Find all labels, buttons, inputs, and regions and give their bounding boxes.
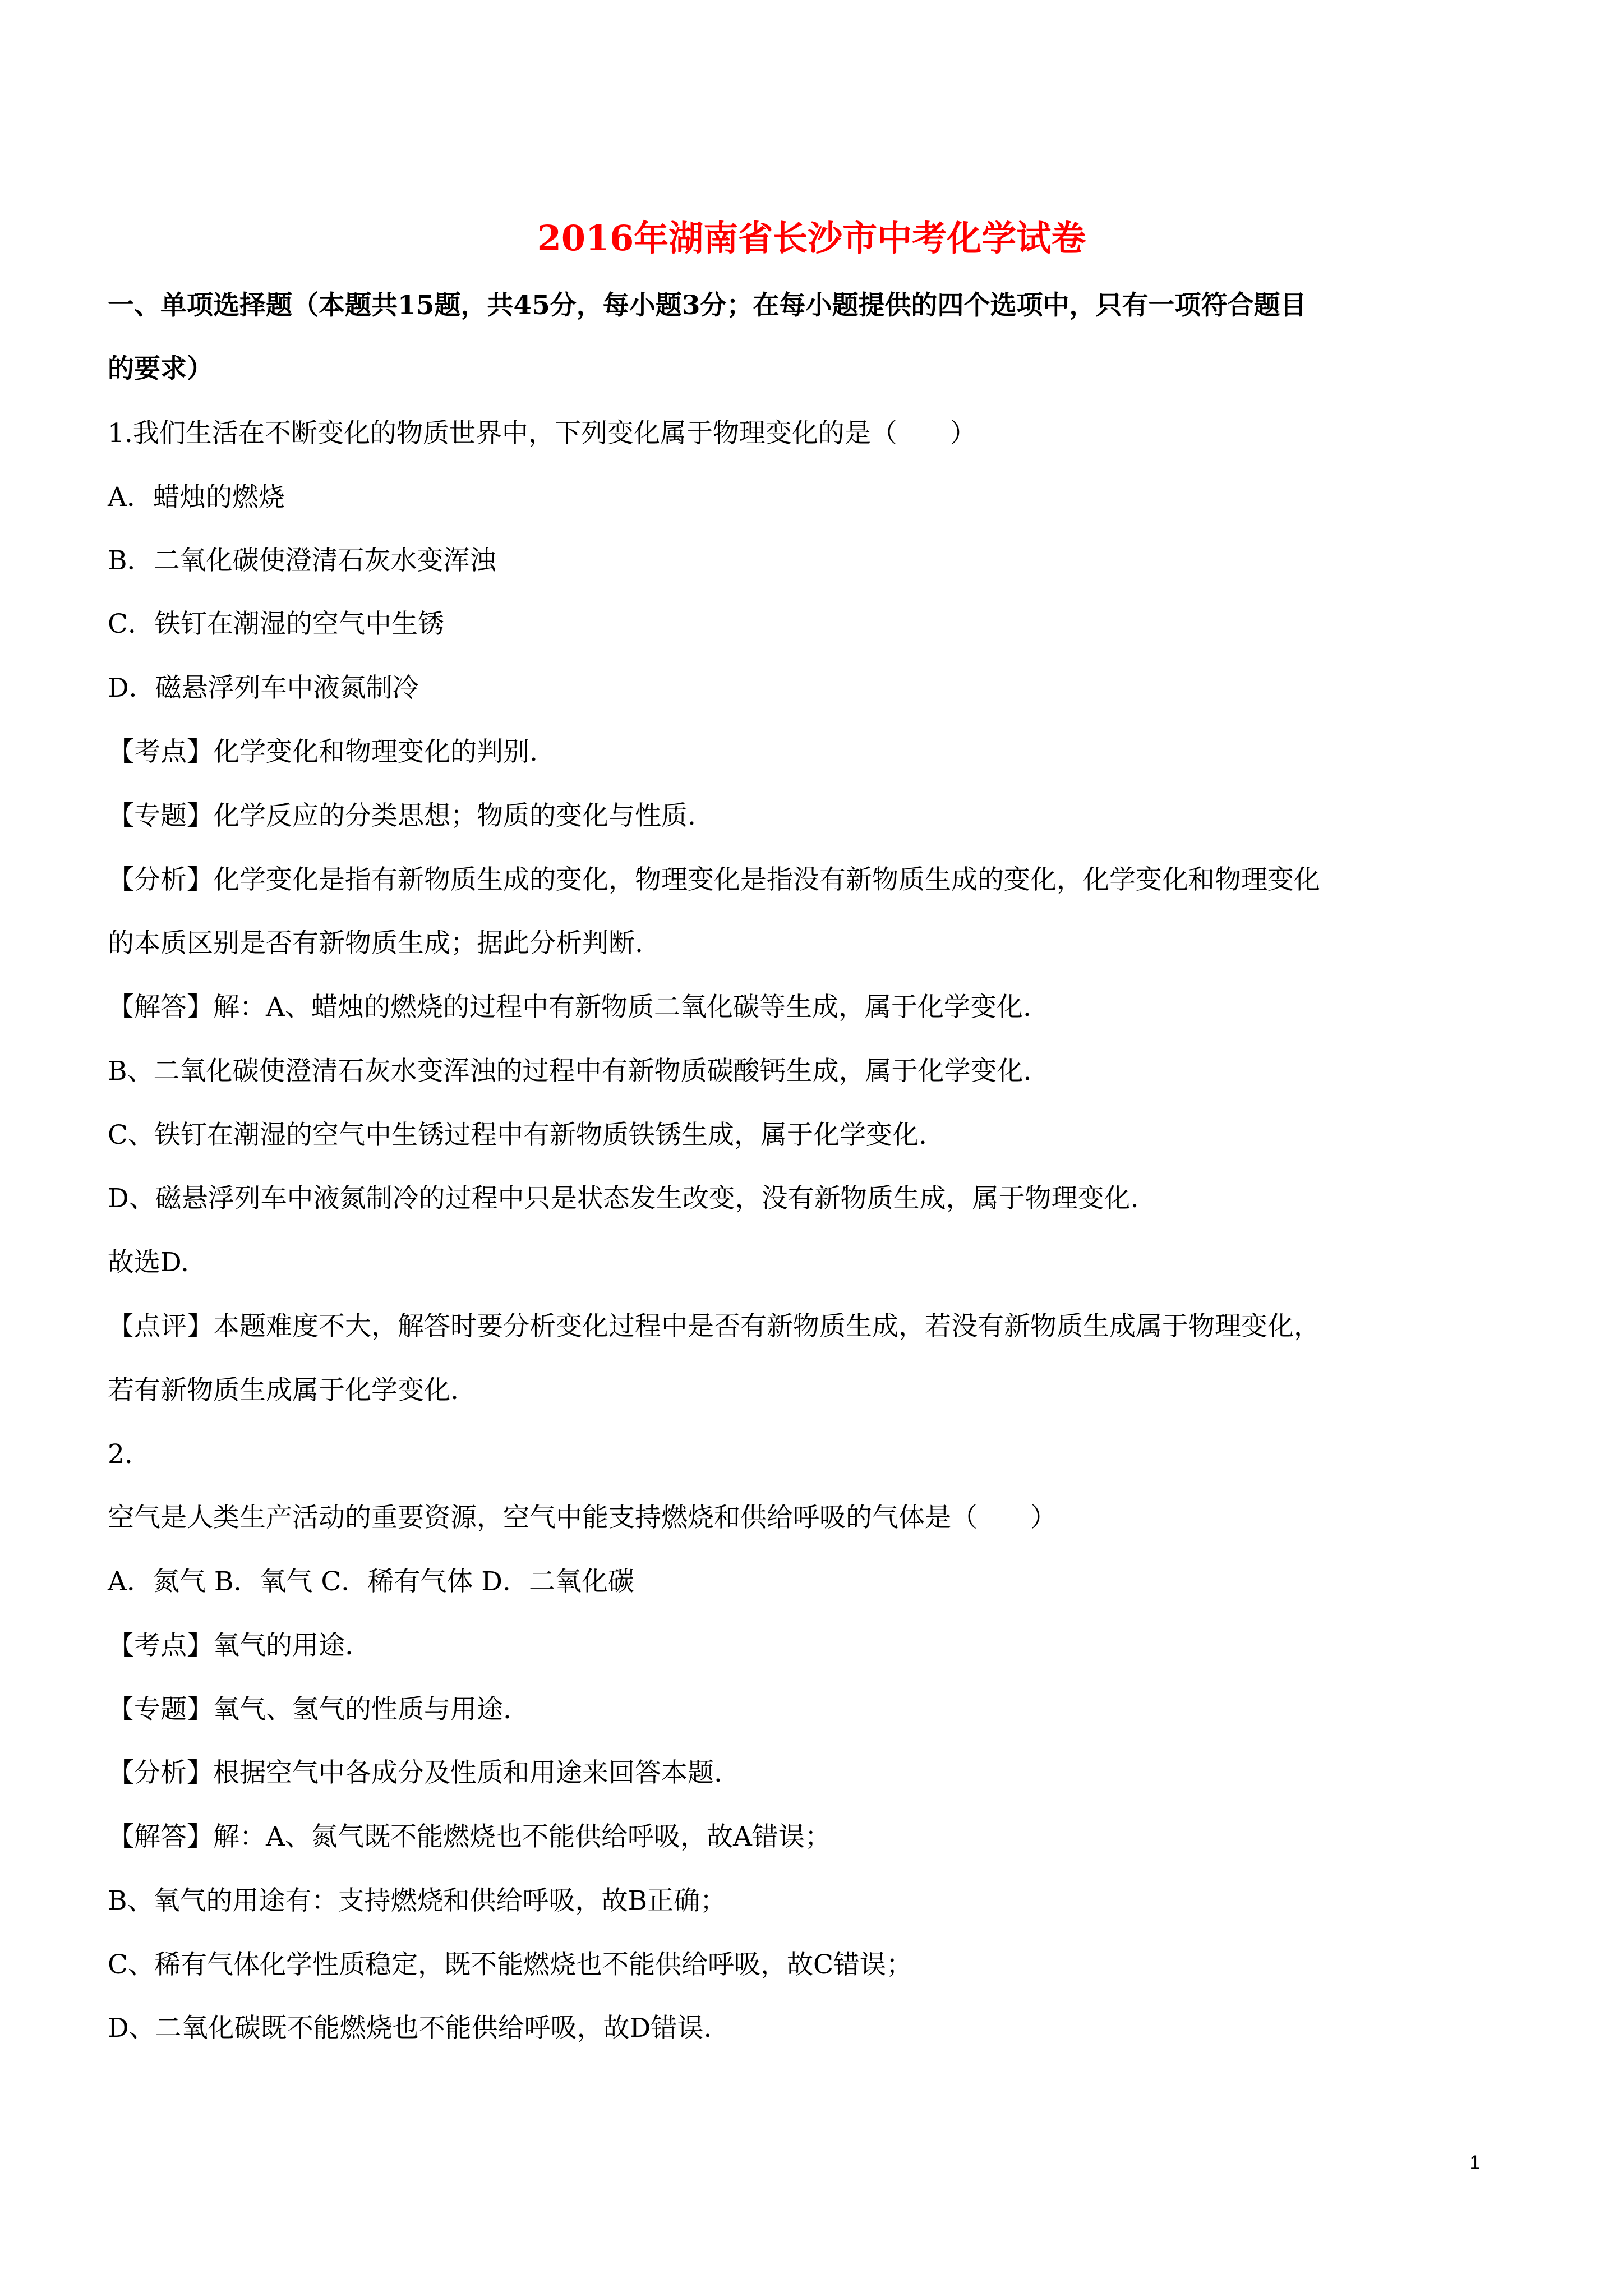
question-1-dianping-cont: 若有新物质生成属于化学变化. [108, 1375, 459, 1406]
page-title: 2016年湖南省长沙市中考化学试卷 [537, 218, 1086, 259]
page-number: 1 [1469, 2152, 1481, 2173]
question-1-option-d: D．磁悬浮列车中液氮制冷 [108, 673, 419, 703]
question-1-fenxi-cont: 的本质区别是否有新物质生成；据此分析判断. [108, 928, 643, 959]
question-1-jieda-b: B、二氧化碳使澄清石灰水变浑浊的过程中有新物质碳酸钙生成，属于化学变化. [108, 1056, 1032, 1087]
section-heading-cont: 的要求） [108, 353, 213, 384]
question-1-jieda-d: D、磁悬浮列车中液氮制冷的过程中只是状态发生改变，没有新物质生成，属于物理变化. [108, 1183, 1139, 1214]
question-2-jieda-d: D、二氧化碳既不能燃烧也不能供给呼吸，故D错误. [108, 2013, 712, 2044]
section-heading: 一、单项选择题（本题共15题，共45分，每小题3分；在每小题提供的四个选项中，只有一项符合题目 [108, 290, 1307, 321]
question-1-option-b: B．二氧化碳使澄清石灰水变浑浊 [108, 545, 496, 576]
question-1-jieda: 【解答】解：A、蜡烛的燃烧的过程中有新物质二氧化碳等生成，属于化学变化. [108, 992, 1031, 1023]
question-1-answer: 故选D. [108, 1247, 189, 1278]
question-2-zhuanti: 【专题】氧气、氢气的性质与用途. [108, 1694, 511, 1725]
question-1-jieda-c: C、铁钉在潮湿的空气中生锈过程中有新物质铁锈生成，属于化学变化. [108, 1120, 927, 1151]
question-1-option-a: A．蜡烛的燃烧 [108, 482, 285, 513]
question-2-jieda: 【解答】解：A、氮气既不能燃烧也不能供给呼吸，故A错误； [108, 1821, 831, 1852]
question-2-jieda-c: C、稀有气体化学性质稳定，既不能燃烧也不能供给呼吸，故C错误； [108, 1949, 912, 1980]
question-2-fenxi: 【分析】根据空气中各成分及性质和用途来回答本题. [108, 1757, 722, 1788]
question-2-number: 2. [108, 1439, 133, 1470]
question-1-option-c: C．铁钉在潮湿的空气中生锈 [108, 609, 444, 639]
question-2-stem: 空气是人类生产活动的重要资源，空气中能支持燃烧和供给呼吸的气体是（ ） [108, 1502, 1057, 1533]
question-1-fenxi: 【分析】化学变化是指有新物质生成的变化，物理变化是指没有新物质生成的变化，化学变化和物理变化 [108, 864, 1320, 895]
question-2-kaodian: 【考点】氧气的用途. [108, 1630, 353, 1661]
question-1-dianping: 【点评】本题难度不大，解答时要分析变化过程中是否有新物质生成，若没有新物质生成属于物理变化， [108, 1311, 1320, 1342]
question-1-zhuanti: 【专题】化学反应的分类思想；物质的变化与性质. [108, 800, 696, 831]
question-1-stem: 1.我们生活在不断变化的物质世界中，下列变化属于物理变化的是（ ） [108, 418, 976, 449]
question-2-jieda-b: B、氧气的用途有：支持燃烧和供给呼吸，故B正确； [108, 1885, 727, 1916]
question-2-options: A．氮气 B．氧气 C．稀有气体 D．二氧化碳 [108, 1566, 634, 1597]
question-1-kaodian: 【考点】化学变化和物理变化的判别. [108, 737, 538, 767]
